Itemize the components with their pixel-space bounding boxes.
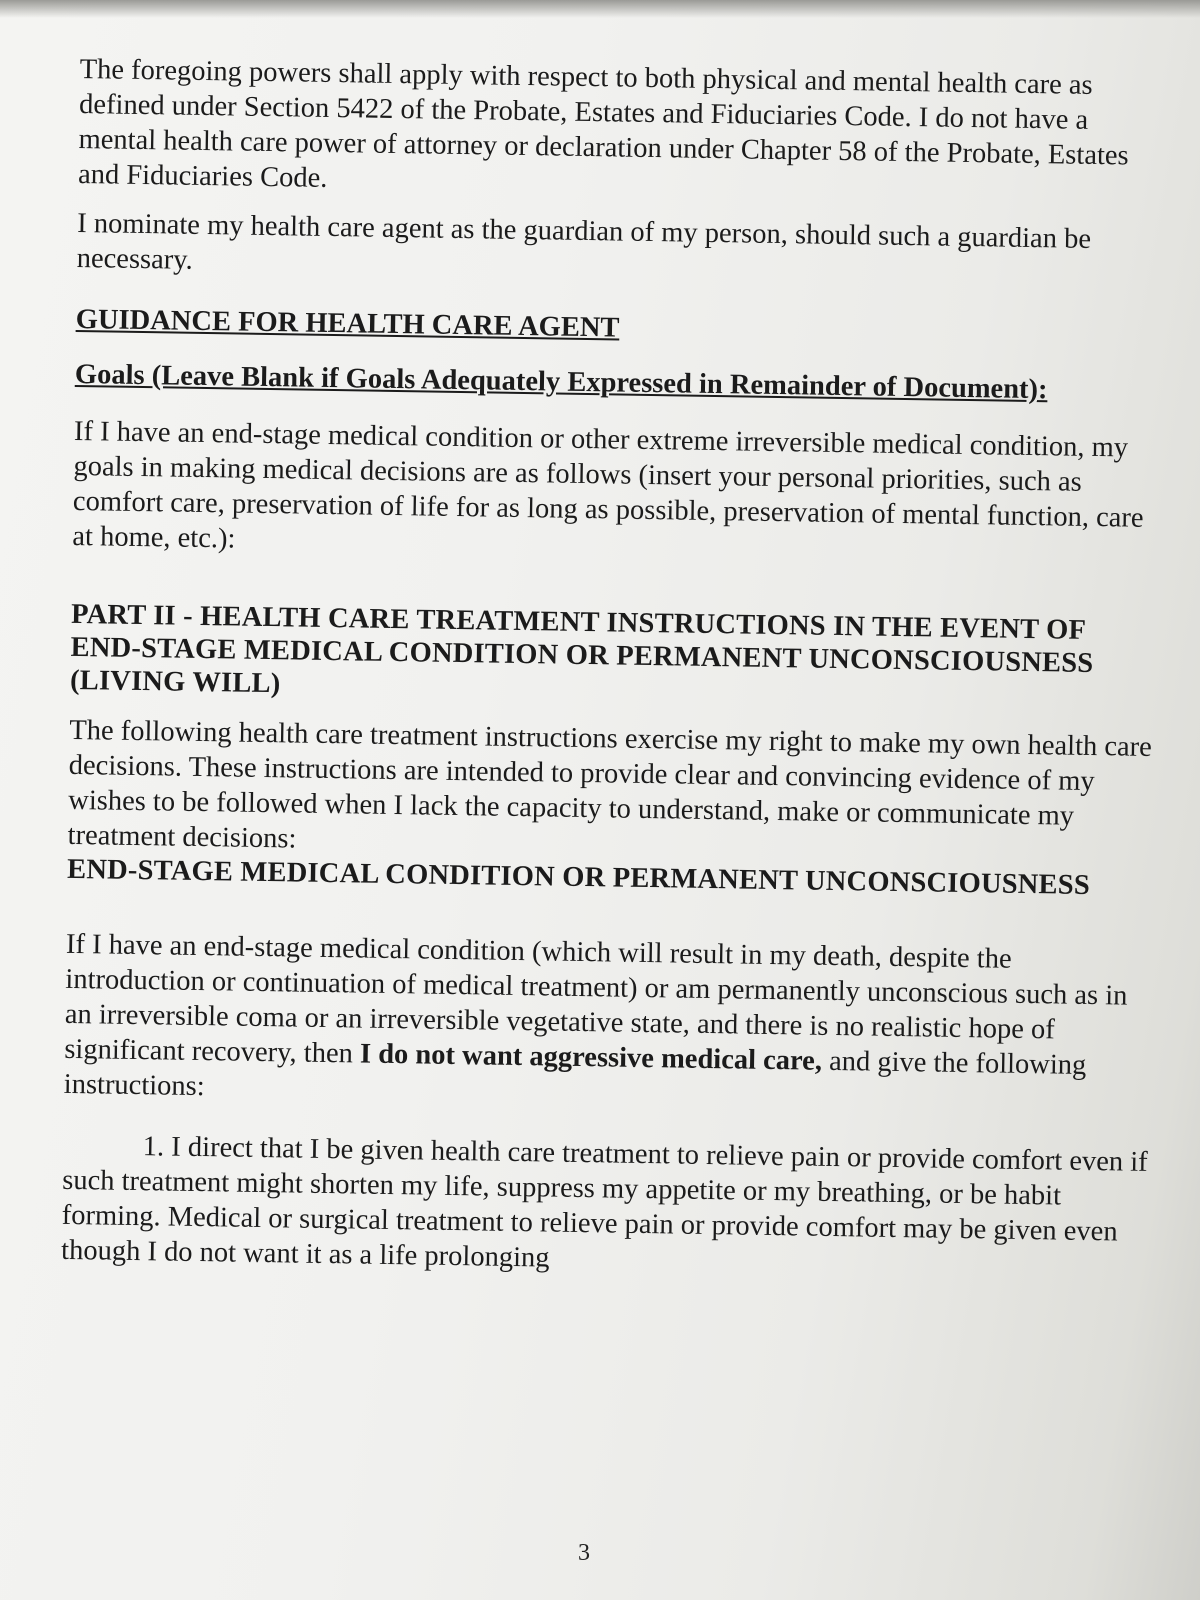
powers-paragraph: The foregoing powers shall apply with respect to both physical and mental health care as defined under Section 5422 of the Probate, Estates and Fiduciaries Code. I do not have a mental health care power of attorney or declaration under Chapter 58 of the Probate, Estates and Fiduciaries Code. (77, 53, 1129, 194)
end-stage-subheading: END-STAGE MEDICAL CONDITION OR PERMANENT UNCONSCIOUSNESS (66, 853, 1091, 901)
goals-paragraph: If I have an end-stage medical condition or other extreme irreversible medical condition, my goals in making medical decisions are as follows (insert your personal priorities, such as comfort care, preservation of life for as long as possible, preservation of mental function, care at home, etc.): (72, 415, 1144, 555)
condition-text-bold: I do not want aggressive medical care, (359, 1038, 823, 1077)
instruction-item-1: 1. I direct that I be given health care treatment to relieve pain or provide comfort even if such treatment might shorten my life, suppress my appetite or my breathing, or be habit forming. Medical or surgical treatment to relieve pain or provide comfort may be given even though I do not want it as a life prolonging (60, 1131, 1148, 1274)
instructions-paragraph: The following health care treatment instructions exercise my right to make my own health care decisions. These instructions are intended to provide clear and convincing evidence of my wishes to be followed when I lack the capacity to understand, make or communicate my treatment decisions: (67, 714, 1153, 855)
guardian-paragraph: I nominate my health care agent as the guardian of my person, should such a guardian be necessary. (76, 207, 1092, 276)
document-body (61, 52, 1165, 1285)
part-ii-heading: PART II - HEALTH CARE TREATMENT INSTRUCTIONS IN THE EVENT OF END-STAGE MEDICAL CONDITION OR PERMANENT UNCONSCIOUSNESS (LIVING WILL) (69, 598, 1094, 700)
page-number: 3 (578, 1540, 590, 1566)
condition-text-start: If I have an end-stage medical condition (which will result in my death, despite the introduction or continuation of medical treatment) or am permanently unconscious such as in an irreversible coma or an irreversible vegetative state, and there is no realistic hope of significant recovery, then (64, 928, 1128, 1070)
condition-text-end: and give the following instructions: (63, 1045, 1087, 1103)
condition-paragraph (64, 927, 1152, 1119)
page-top-shadow (0, 0, 1200, 18)
guidance-heading: GUIDANCE FOR HEALTH CARE AGENT (75, 303, 620, 344)
goals-heading: Goals (Leave Blank if Goals Adequately Expressed in Remainder of Document): (74, 358, 1048, 406)
